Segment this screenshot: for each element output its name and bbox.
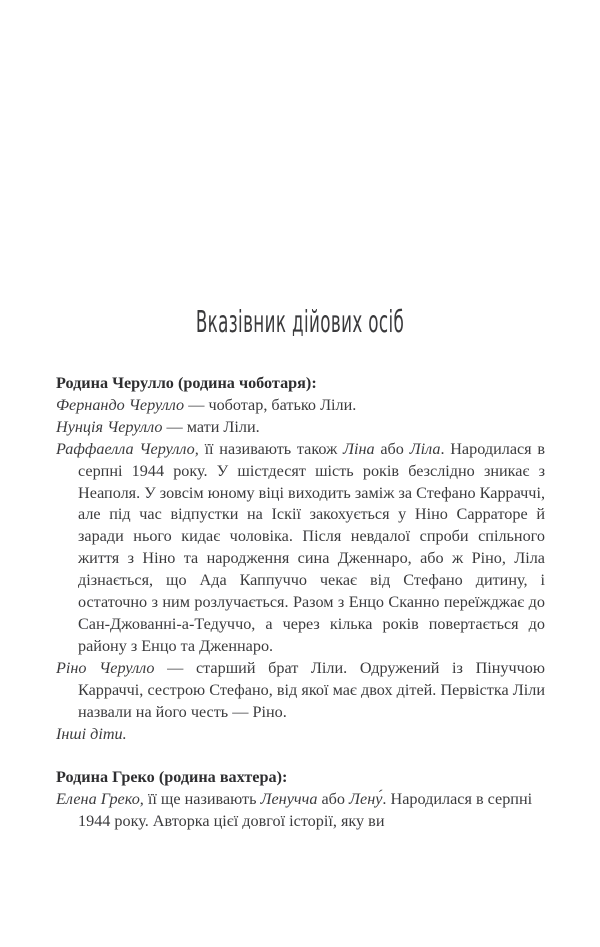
entry-description: . Народилася в серпні 1944 року. Авторка цієї довгої історії, яку ви xyxy=(78,790,533,831)
entry-name: Ріно Черулло xyxy=(56,658,155,677)
entry-description: чоботар, батько Ліли. xyxy=(208,395,357,414)
entry-description-lead: її ще називають xyxy=(147,790,261,809)
entry-alias-conjunction: або xyxy=(374,439,410,458)
entry-name: Фернандо Черулло xyxy=(56,395,185,414)
index-entry xyxy=(56,658,545,724)
index-entry xyxy=(56,417,545,439)
family-section-greco xyxy=(56,767,545,833)
entry-alias-two: Лену́ xyxy=(349,790,383,809)
entry-name: Інші діти. xyxy=(56,724,127,743)
entry-name: Нунція Черулло xyxy=(56,417,163,436)
family-heading: Родина Греко (родина вахтера): xyxy=(56,768,288,787)
entry-separator: — xyxy=(184,395,209,414)
page-title: Вказівник дійових осіб xyxy=(195,305,405,341)
entry-name: Елена Греко, xyxy=(56,790,144,809)
index-body xyxy=(56,373,545,833)
entry-description: мати Ліли. xyxy=(186,417,260,436)
index-entry xyxy=(56,724,545,746)
index-entry xyxy=(56,789,545,833)
entry-separator: — xyxy=(162,417,187,436)
family-heading: Родина Черулло (родина чоботаря): xyxy=(56,374,317,392)
entry-alias-one: Ленучча xyxy=(260,790,318,809)
entry-alias-conjunction: або xyxy=(317,790,350,809)
entry-alias-one: Ліна xyxy=(343,439,375,458)
entry-description-lead: її називають також xyxy=(204,439,344,458)
entry-alias-two: Ліла xyxy=(409,439,441,458)
entry-separator: — xyxy=(154,658,196,677)
family-section-cerullo xyxy=(56,373,545,745)
index-entry xyxy=(56,439,545,658)
entry-description: . Народилася в серпні 1944 року. У шістдесят шість років безслідно зникає з Неаполя. У зовсім юному віці виходить заміж за Стефано Карраччі, але під час відпустки на Іскії закохується у Ніно Сарраторе й заради нього кидає чоловіка. Після невдалої спроби спільного життя з Ніно та народження сина Дженнаро, або ж Ріно, Ліла дізнається, що Ада Каппуччо чекає від Стефано дитину, і остаточно з ним розлучається. Разом з Енцо Сканно переїжджає до Сан-Джованні-а-Тедуччо, а через кілька років повертається до району з Енцо та Дженнаро. xyxy=(78,439,546,655)
entry-name: Раффаелла Черулло, xyxy=(56,439,199,458)
entry-description: старший брат Ліли. Одружений із Пінуччою Карраччі, сестрою Стефано, від якої має двох дітей. Первістка Ліли назвали на його честь — Ріно. xyxy=(78,658,545,721)
index-entry xyxy=(56,395,545,417)
